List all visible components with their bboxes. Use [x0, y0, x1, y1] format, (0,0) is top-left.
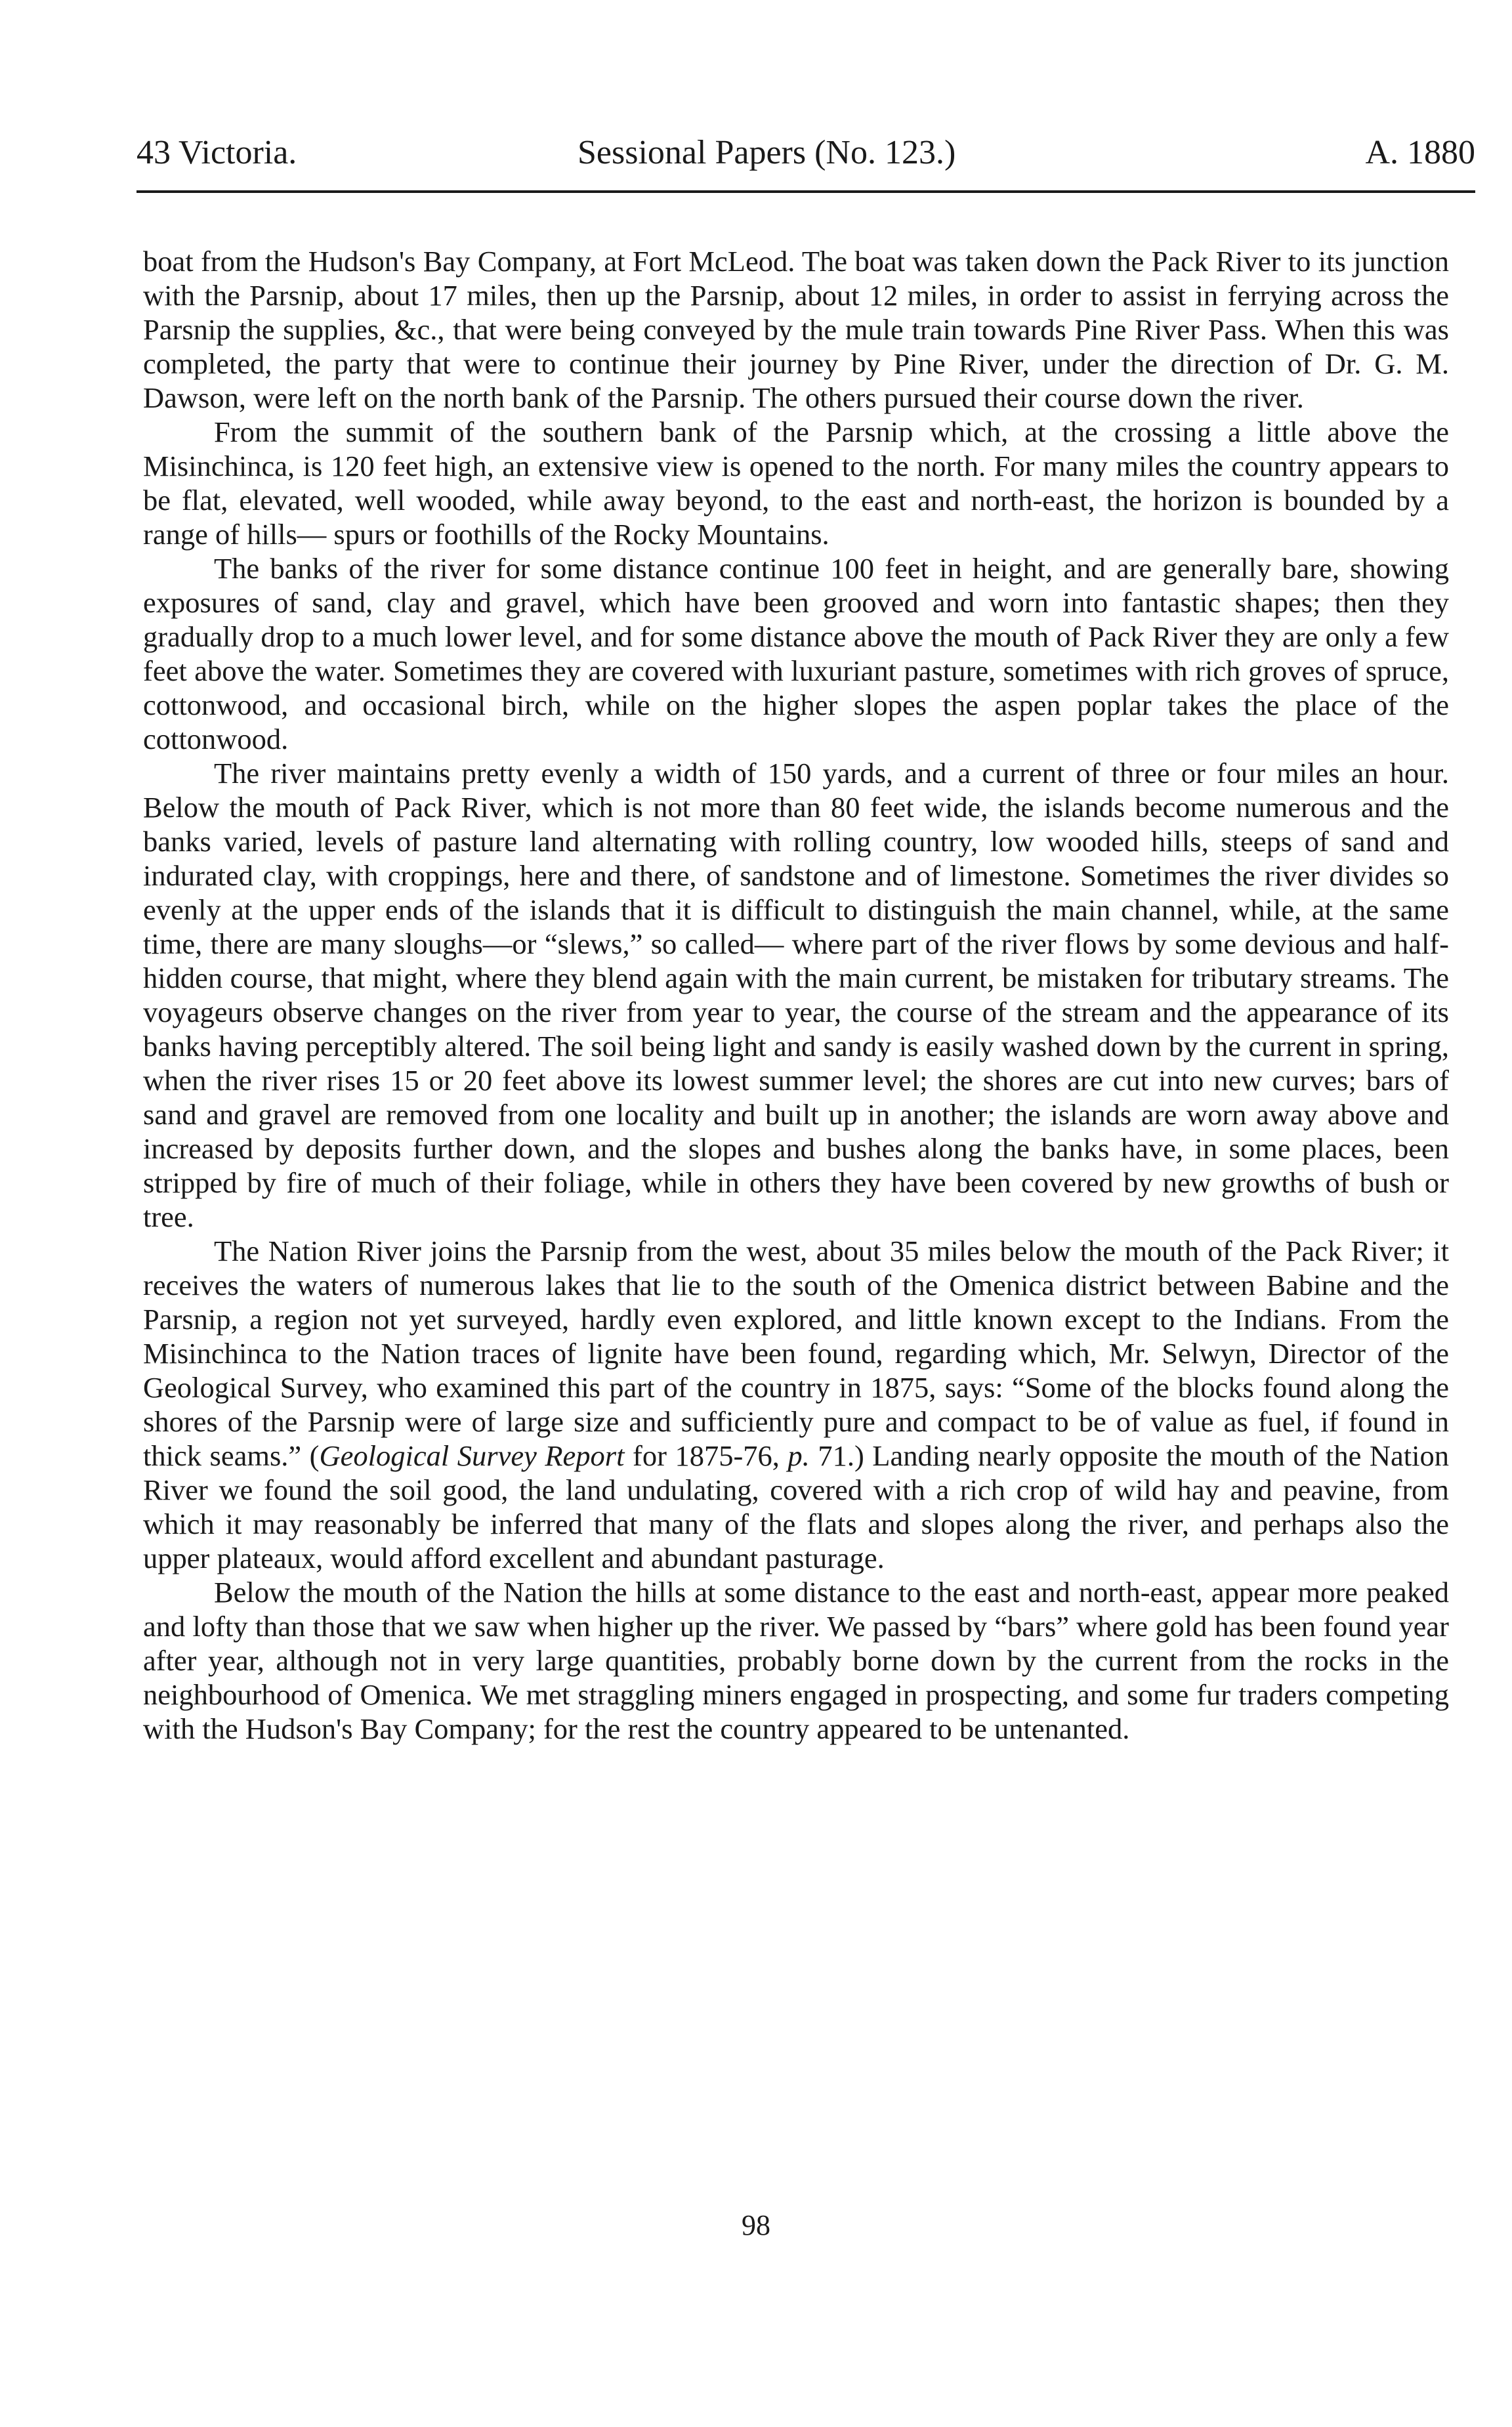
paragraph-2: From the summit of the southern bank of the Parsnip which, at the crossing a little above the Misinchinca, is 120 feet high, an extensive view is opened to the north. For many miles the country appears to be flat, elevated, well wooded, while away beyond, to the east and north-east, the horizon is bounded by a range of hills— spurs or foothills of the Rocky Mountains.: [143, 415, 1449, 551]
paragraph-3: The banks of the river for some distance continue 100 feet in height, and are generally bare, showing exposures of sand, clay and gravel, which have been grooved and worn into fantastic shapes; then they gradually drop to a much lower level, and for some distance above the mouth of Pack River they are only a few feet above the water. Sometimes they are covered with luxuriant pasture, sometimes with rich groves of spruce, cottonwood, and occasional birch, while on the higher slopes the aspen poplar takes the place of the cottonwood.: [143, 552, 1449, 755]
body-text: [143, 244, 1449, 1746]
paragraph-6: Below the mouth of the Nation the hills at some distance to the east and north-east, appear more peaked and lofty than those that we saw when higher up the river. We passed by “bars” where gold has been found year after year, although not in very large quantities, probably borne down by the current from the rocks in the neighbourhood of Omenica. We met straggling miners engaged in prospecting, and some fur traders competing with the Hudson's Bay Company; for the rest the country appeared to be untenanted.: [143, 1576, 1449, 1745]
page-number: 98: [742, 2209, 770, 2241]
header-volume: 43 Victoria.: [136, 134, 297, 171]
header-rule: [136, 190, 1475, 193]
paragraph-1: boat from the Hudson's Bay Company, at Fort McLeod. The boat was taken down the Pack River to its junction with the Parsnip, about 17 miles, then up the Parsnip, about 12 miles, in order to assist in ferrying across the Parsnip the supplies, &c., that were being conveyed by the mule train towards Pine River Pass. When this was completed, the party that were to continue their journey by Pine River, under the direction of Dr. G. M. Dawson, were left on the north bank of the Parsnip. The others pursued their course down the river.: [143, 245, 1449, 414]
paragraph-4: The river maintains pretty evenly a width of 150 yards, and a current of three or four miles an hour. Below the mouth of Pack River, which is not more than 80 feet wide, the islands become numerous and the banks varied, levels of pasture land alternating with rolling country, low wooded hills, steeps of sand and indurated clay, with croppings, here and there, of sandstone and of limestone. Sometimes the river divides so evenly at the upper ends of the islands that it is difficult to distinguish the main channel, while, at the same time, there are many sloughs—or “slews,” so called— where part of the river flows by some devious and half-hidden course, that might, where they blend again with the main current, be mistaken for tributary streams. The voyageurs observe changes on the river from year to year, the course of the stream and the appearance of its banks having perceptibly altered. The soil being light and sandy is easily washed down by the current in spring, when the river rises 15 or 20 feet above its lowest summer level; the shores are cut into new curves; bars of sand and gravel are removed from one locality and built up in another; the islands are worn away above and increased by deposits further down, and the slopes and bushes along the banks have, in some places, been stripped by fire of much of their foliage, while in others they have been covered by new growths of bush or tree.: [143, 757, 1449, 1233]
citation-title: Geological Survey Report: [319, 1439, 625, 1472]
paragraph-5-text-after: 71.) Landing nearly opposite the mouth of the Nation River we found the soil good, the land undulating, covered with a rich crop of wild hay and peavine, from which it may reasonably be inferred that many of the flats and slopes along the river, and perhaps also the upper plateaux, would afford excellent and abundant pasturage.: [143, 1439, 1449, 1574]
paragraph-5-text-mid: for 1875-76,: [624, 1439, 788, 1472]
paragraph-5: [143, 1234, 1449, 1575]
citation-page-ref: p.: [788, 1439, 810, 1472]
header-series: A. 1880: [1365, 134, 1475, 171]
page-header: [136, 130, 1475, 176]
header-title: Sessional Papers (No. 123.): [578, 134, 956, 171]
paragraph-5-text-before: The Nation River joins the Parsnip from the west, about 35 miles below the mouth of the Pack River; it receives the waters of numerous lakes that lie to the south of the Omenica district between Babine and the Parsnip, a region not yet surveyed, hardly even explored, and little known except to the Indians. From the Misinchinca to the Nation traces of lignite have been found, regarding which, Mr. Selwyn, Director of the Geological Survey, who examined this part of the country in 1875, says: “Some of the blocks found along the shores of the Parsnip were of large size and sufficiently pure and compact to be of value as fuel, if found in thick seams.” (: [143, 1235, 1449, 1472]
